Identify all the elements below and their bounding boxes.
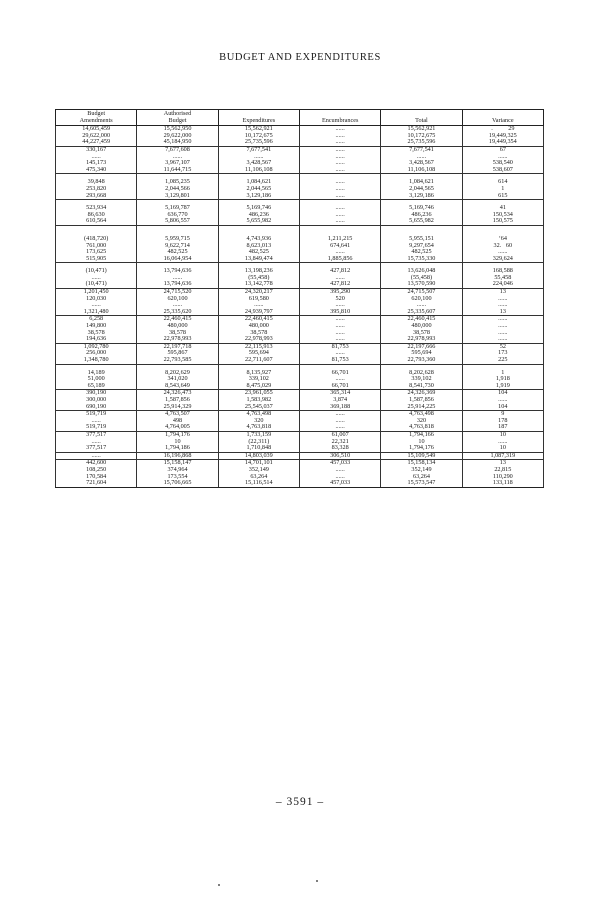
- cell-total: 5,169,746 486,236: [381, 205, 462, 218]
- subtotal-row: [56, 139, 544, 146]
- table-row: [56, 460, 544, 480]
- cell-encumbrances: 365,314 3,874: [299, 390, 380, 404]
- cell-total: 15,562,921 10,172,675: [381, 126, 462, 140]
- cell-expenditures: 8,135,927 339,102: [218, 370, 299, 383]
- table-row: [56, 316, 544, 336]
- cell-budget-amendments: 330,167 ...... 145,173: [56, 146, 137, 166]
- cell-expenditures: 1,710,848: [218, 445, 299, 452]
- cell-authorised-budget: 1,794,186: [137, 445, 218, 452]
- cell-budget-amendments: 65,189: [56, 383, 137, 390]
- table-row: [56, 370, 544, 383]
- cell-authorised-budget: 1,794,176 10: [137, 431, 218, 445]
- cell-encumbrances: ...... ......: [299, 411, 380, 425]
- table-row: [56, 289, 544, 309]
- cell-expenditures: 1,084,621 2,044,565: [218, 179, 299, 192]
- table-row: [56, 343, 544, 357]
- cell-variance: 187: [462, 424, 543, 431]
- page-number: – 3591 –: [275, 796, 325, 808]
- cell-total: 22,460,415 480,000 38,578: [381, 316, 462, 336]
- cell-encumbrances: 66,701 ......: [299, 370, 380, 383]
- cell-total: 15,109,549: [381, 452, 462, 460]
- cell-authorised-budget: 13,794,636: [137, 281, 218, 288]
- cell-total: 25,735,596: [381, 139, 462, 146]
- cell-total: 25,914,225: [381, 404, 462, 411]
- cell-variance: 150,575: [462, 218, 543, 225]
- table-row: [56, 236, 544, 256]
- cell-expenditures: 14,701,101 352,149 63,264: [218, 460, 299, 480]
- subtotal-row: [56, 309, 544, 316]
- cell-total: 22,197,666 595,694: [381, 343, 462, 357]
- cell-budget-amendments: (10,471) ......: [56, 268, 137, 281]
- cell-total: 4,763,498 320: [381, 411, 462, 425]
- cell-budget-amendments: 721,604: [56, 480, 137, 487]
- page-title: BUDGET AND EXPENDITURES: [219, 52, 381, 63]
- cell-variance: 224,046: [462, 281, 543, 288]
- cell-variance: 1 1,918: [462, 370, 543, 383]
- cell-budget-amendments: 6,258 149,800 38,578: [56, 316, 137, 336]
- cell-variance: 168,588 55,458: [462, 268, 543, 281]
- table-header-row: [56, 110, 544, 126]
- cell-encumbrances: ...... ......: [299, 126, 380, 140]
- cell-encumbrances: ......: [299, 218, 380, 225]
- cell-authorised-budget: 15,706,665: [137, 480, 218, 487]
- cell-variance: 1,087,319: [462, 452, 543, 460]
- cell-authorised-budget: 5,169,787 636,770: [137, 205, 218, 218]
- cell-budget-amendments: (10,471): [56, 281, 137, 288]
- cell-authorised-budget: 8,543,649: [137, 383, 218, 390]
- subtotal-row: [56, 445, 544, 452]
- cell-encumbrances: 457,033: [299, 480, 380, 487]
- cell-authorised-budget: 22,460,415 480,000 38,578: [137, 316, 218, 336]
- cell-authorised-budget: 8,202,629 341,020: [137, 370, 218, 383]
- cell-expenditures: 22,115,913 595,694: [218, 343, 299, 357]
- cell-encumbrances: ...... ...... ......: [299, 316, 380, 336]
- cell-expenditures: 13,198,236 (55,458): [218, 268, 299, 281]
- cell-authorised-budget: 24,326,473 1,587,856: [137, 390, 218, 404]
- cell-expenditures: 7,677,541 ...... 3,428,567: [218, 146, 299, 166]
- cell-total: 1,084,621 2,044,565: [381, 179, 462, 192]
- cell-budget-amendments: 523,934 86,630: [56, 205, 137, 218]
- cell-encumbrances: 81,753: [299, 357, 380, 364]
- cell-expenditures: 14,803,039: [218, 452, 299, 460]
- cell-variance: 104: [462, 404, 543, 411]
- cell-budget-amendments: 194,636: [56, 336, 137, 343]
- cell-encumbrances: ...... ...... ......: [299, 146, 380, 166]
- cell-variance: 614 1: [462, 179, 543, 192]
- cell-expenditures: 25,545,037: [218, 404, 299, 411]
- cell-budget-amendments: 377,517 ......: [56, 431, 137, 445]
- cell-encumbrances: 1,885,856: [299, 256, 380, 263]
- cell-variance: ‘64 32. 60 ......: [462, 236, 543, 256]
- cell-total: 4,763,818: [381, 424, 462, 431]
- cell-variance: 13: [462, 309, 543, 316]
- header-total: Total: [381, 110, 462, 126]
- cell-encumbrances: 81,753 ......: [299, 343, 380, 357]
- cell-expenditures: 8,475,029: [218, 383, 299, 390]
- cell-authorised-budget: 4,763,507 498: [137, 411, 218, 425]
- cell-total: 22,978,993: [381, 336, 462, 343]
- cell-budget-amendments: 519,719 ......: [56, 411, 137, 425]
- cell-variance: 538,607: [462, 167, 543, 174]
- cell-encumbrances: ......: [299, 336, 380, 343]
- cell-authorised-budget: 3,129,801: [137, 193, 218, 200]
- cell-total: 22,793,360: [381, 357, 462, 364]
- cell-encumbrances: 369,188: [299, 404, 380, 411]
- subtotal-row: [56, 167, 544, 174]
- cell-variance: . 29 19,449,325: [462, 126, 543, 140]
- cell-authorised-budget: 22,978,993: [137, 336, 218, 343]
- cell-budget-amendments: 1,348,780: [56, 357, 137, 364]
- cell-authorised-budget: 7,677,608 ...... 3,967,107: [137, 146, 218, 166]
- cell-encumbrances: 427,812: [299, 281, 380, 288]
- cell-expenditures: 15,562,921 10,172,675: [218, 126, 299, 140]
- cell-budget-amendments: 14,189 51,000: [56, 370, 137, 383]
- cell-total: 24,326,369 1,587,856: [381, 390, 462, 404]
- cell-encumbrances: 66,701: [299, 383, 380, 390]
- cell-total: 5,955,151 9,297,654 482,525: [381, 236, 462, 256]
- cell-variance: ......: [462, 336, 543, 343]
- cell-total: 25,335,607: [381, 309, 462, 316]
- cell-expenditures: 23,961,055 1,583,982: [218, 390, 299, 404]
- cell-total: 1,794,166 10: [381, 431, 462, 445]
- cell-authorised-budget: 5,806,557: [137, 218, 218, 225]
- cell-budget-amendments: 519,719: [56, 424, 137, 431]
- cell-authorised-budget: 4,764,005: [137, 424, 218, 431]
- header-encumbrances: Encumbrances: [299, 110, 380, 126]
- cell-expenditures: 3,129,186: [218, 193, 299, 200]
- cell-variance: 225: [462, 357, 543, 364]
- header-budget-amendments: Budget Amendments: [56, 110, 137, 126]
- cell-variance: 615: [462, 193, 543, 200]
- cell-total: 1,794,176: [381, 445, 462, 452]
- subtotal-row: [56, 383, 544, 390]
- subtotal-row: [56, 193, 544, 200]
- table-row: [56, 179, 544, 192]
- cell-budget-amendments: 390,190 300,000: [56, 390, 137, 404]
- cell-budget-amendments: ......: [56, 452, 137, 460]
- header-authorised-budget: Authorised Budget: [137, 110, 218, 126]
- cell-expenditures: 4,763,818: [218, 424, 299, 431]
- cell-total: 3,129,186: [381, 193, 462, 200]
- cell-total: 24,715,507 620,100 ......: [381, 289, 462, 309]
- cell-total: 11,106,108: [381, 167, 462, 174]
- cell-budget-amendments: 1,321,480: [56, 309, 137, 316]
- cell-budget-amendments: 1,092,780 256,000: [56, 343, 137, 357]
- cell-variance: 52 173: [462, 343, 543, 357]
- cell-variance: 13 ...... ......: [462, 289, 543, 309]
- subtotal-row: [56, 218, 544, 225]
- subtotal-row: [56, 404, 544, 411]
- header-expenditures: Expenditures: [218, 110, 299, 126]
- scan-speck: [218, 884, 220, 886]
- budget-table: [55, 109, 544, 488]
- table-row: [56, 411, 544, 425]
- cell-expenditures: 22,978,993: [218, 336, 299, 343]
- subtotal-row: [56, 480, 544, 487]
- cell-budget-amendments: 442,600 108,250 170,584: [56, 460, 137, 480]
- cell-expenditures: 24,320,217 619,580 ......: [218, 289, 299, 309]
- cell-authorised-budget: 11,644,715: [137, 167, 218, 174]
- cell-expenditures: 13,142,778: [218, 281, 299, 288]
- table-body: [56, 126, 544, 488]
- table-row: [56, 146, 544, 166]
- cell-expenditures: 13,849,474: [218, 256, 299, 263]
- table-row: [56, 390, 544, 404]
- cell-authorised-budget: 25,914,329: [137, 404, 218, 411]
- subtotal-row: [56, 256, 544, 263]
- cell-encumbrances: 61,007 22,321: [299, 431, 380, 445]
- cell-expenditures: 4,763,498 320: [218, 411, 299, 425]
- cell-budget-amendments: (418,720) 761,000 173,625: [56, 236, 137, 256]
- cell-encumbrances: ......: [299, 424, 380, 431]
- cell-encumbrances: 395,810: [299, 309, 380, 316]
- cell-authorised-budget: 22,793,585: [137, 357, 218, 364]
- cell-authorised-budget: 16,064,954: [137, 256, 218, 263]
- table-row: [56, 268, 544, 281]
- cell-authorised-budget: 22,197,718 595,867: [137, 343, 218, 357]
- subtotal-row: [56, 281, 544, 288]
- cell-encumbrances: 427,812 ......: [299, 268, 380, 281]
- cell-budget-amendments: 515,905: [56, 256, 137, 263]
- header-variance: Variance: [462, 110, 543, 126]
- subtotal-row: [56, 424, 544, 431]
- cell-variance: 19,449,354: [462, 139, 543, 146]
- cell-variance: 13 22,815 110,290: [462, 460, 543, 480]
- cell-expenditures: 5,655,982: [218, 218, 299, 225]
- cell-budget-amendments: 39,848 253,820: [56, 179, 137, 192]
- cell-authorised-budget: 45,184,950: [137, 139, 218, 146]
- cell-total: 15,158,134 352,149 63,264: [381, 460, 462, 480]
- cell-encumbrances: 457,033 ...... ......: [299, 460, 380, 480]
- cell-encumbrances: ......: [299, 139, 380, 146]
- cell-total: 8,202,628 339,102: [381, 370, 462, 383]
- subtotal-row: [56, 336, 544, 343]
- subtotal-row: [56, 357, 544, 364]
- cell-expenditures: 22,711,607: [218, 357, 299, 364]
- cell-total: 5,655,982: [381, 218, 462, 225]
- cell-expenditures: 24,939,797: [218, 309, 299, 316]
- cell-budget-amendments: 610,564: [56, 218, 137, 225]
- cell-authorised-budget: 15,158,147 374,964 173,554: [137, 460, 218, 480]
- cell-variance: 10 ......: [462, 431, 543, 445]
- cell-total: 13,626,048 (55,458): [381, 268, 462, 281]
- cell-authorised-budget: 25,335,620: [137, 309, 218, 316]
- cell-expenditures: 25,735,596: [218, 139, 299, 146]
- cell-encumbrances: ...... ......: [299, 205, 380, 218]
- table-row: [56, 205, 544, 218]
- cell-encumbrances: 1,211,215 674,641 ......: [299, 236, 380, 256]
- cell-authorised-budget: 13,794,636 ......: [137, 268, 218, 281]
- cell-encumbrances: 306,510: [299, 452, 380, 460]
- cell-budget-amendments: 1,201,450 120,030 ......: [56, 289, 137, 309]
- cell-expenditures: 5,169,746 486,236: [218, 205, 299, 218]
- cell-encumbrances: 83,328: [299, 445, 380, 452]
- cell-variance: 41 150,534: [462, 205, 543, 218]
- cell-budget-amendments: 475,340: [56, 167, 137, 174]
- cell-variance: 104 ......: [462, 390, 543, 404]
- cell-encumbrances: ......: [299, 193, 380, 200]
- cell-expenditures: 11,106,108: [218, 167, 299, 174]
- cell-authorised-budget: 1,085,235 2,044,566: [137, 179, 218, 192]
- table-row: [56, 431, 544, 445]
- cell-authorised-budget: 16,196,868: [137, 452, 218, 460]
- cell-expenditures: 22,460,415 480,000 38,578: [218, 316, 299, 336]
- cell-variance: 9 178: [462, 411, 543, 425]
- cell-encumbrances: ...... ......: [299, 179, 380, 192]
- cell-encumbrances: ......: [299, 167, 380, 174]
- cell-budget-amendments: 377,517: [56, 445, 137, 452]
- table-row: [56, 126, 544, 140]
- scan-speck: [316, 880, 318, 882]
- cell-expenditures: 1,733,159 (22,311): [218, 431, 299, 445]
- cell-variance: 329,624: [462, 256, 543, 263]
- cell-total: 8,541,730: [381, 383, 462, 390]
- cell-budget-amendments: 14,605,459 29,622,000: [56, 126, 137, 140]
- cell-variance: ...... ...... ......: [462, 316, 543, 336]
- cell-total: 15,573,547: [381, 480, 462, 487]
- cell-authorised-budget: 15,562,950 29,622,000: [137, 126, 218, 140]
- cell-total: 13,570,590: [381, 281, 462, 288]
- cell-budget-amendments: 293,668: [56, 193, 137, 200]
- cell-expenditures: 4,743,936 8,623,013 482,525: [218, 236, 299, 256]
- cell-variance: 10: [462, 445, 543, 452]
- cell-variance: 133,118: [462, 480, 543, 487]
- cell-variance: 1,919: [462, 383, 543, 390]
- subtotal-row: [56, 452, 544, 460]
- cell-total: 7,677,541 ...... 3,428,567: [381, 146, 462, 166]
- cell-variance: 67 ...... 538,540: [462, 146, 543, 166]
- cell-budget-amendments: 44,227,459: [56, 139, 137, 146]
- cell-total: 15,735,330: [381, 256, 462, 263]
- cell-expenditures: 15,116,514: [218, 480, 299, 487]
- cell-encumbrances: 395,290 520 ......: [299, 289, 380, 309]
- cell-budget-amendments: 690,190: [56, 404, 137, 411]
- cell-authorised-budget: 5,959,715 9,622,714 482,525: [137, 236, 218, 256]
- cell-authorised-budget: 24,715,520 620,100 ......: [137, 289, 218, 309]
